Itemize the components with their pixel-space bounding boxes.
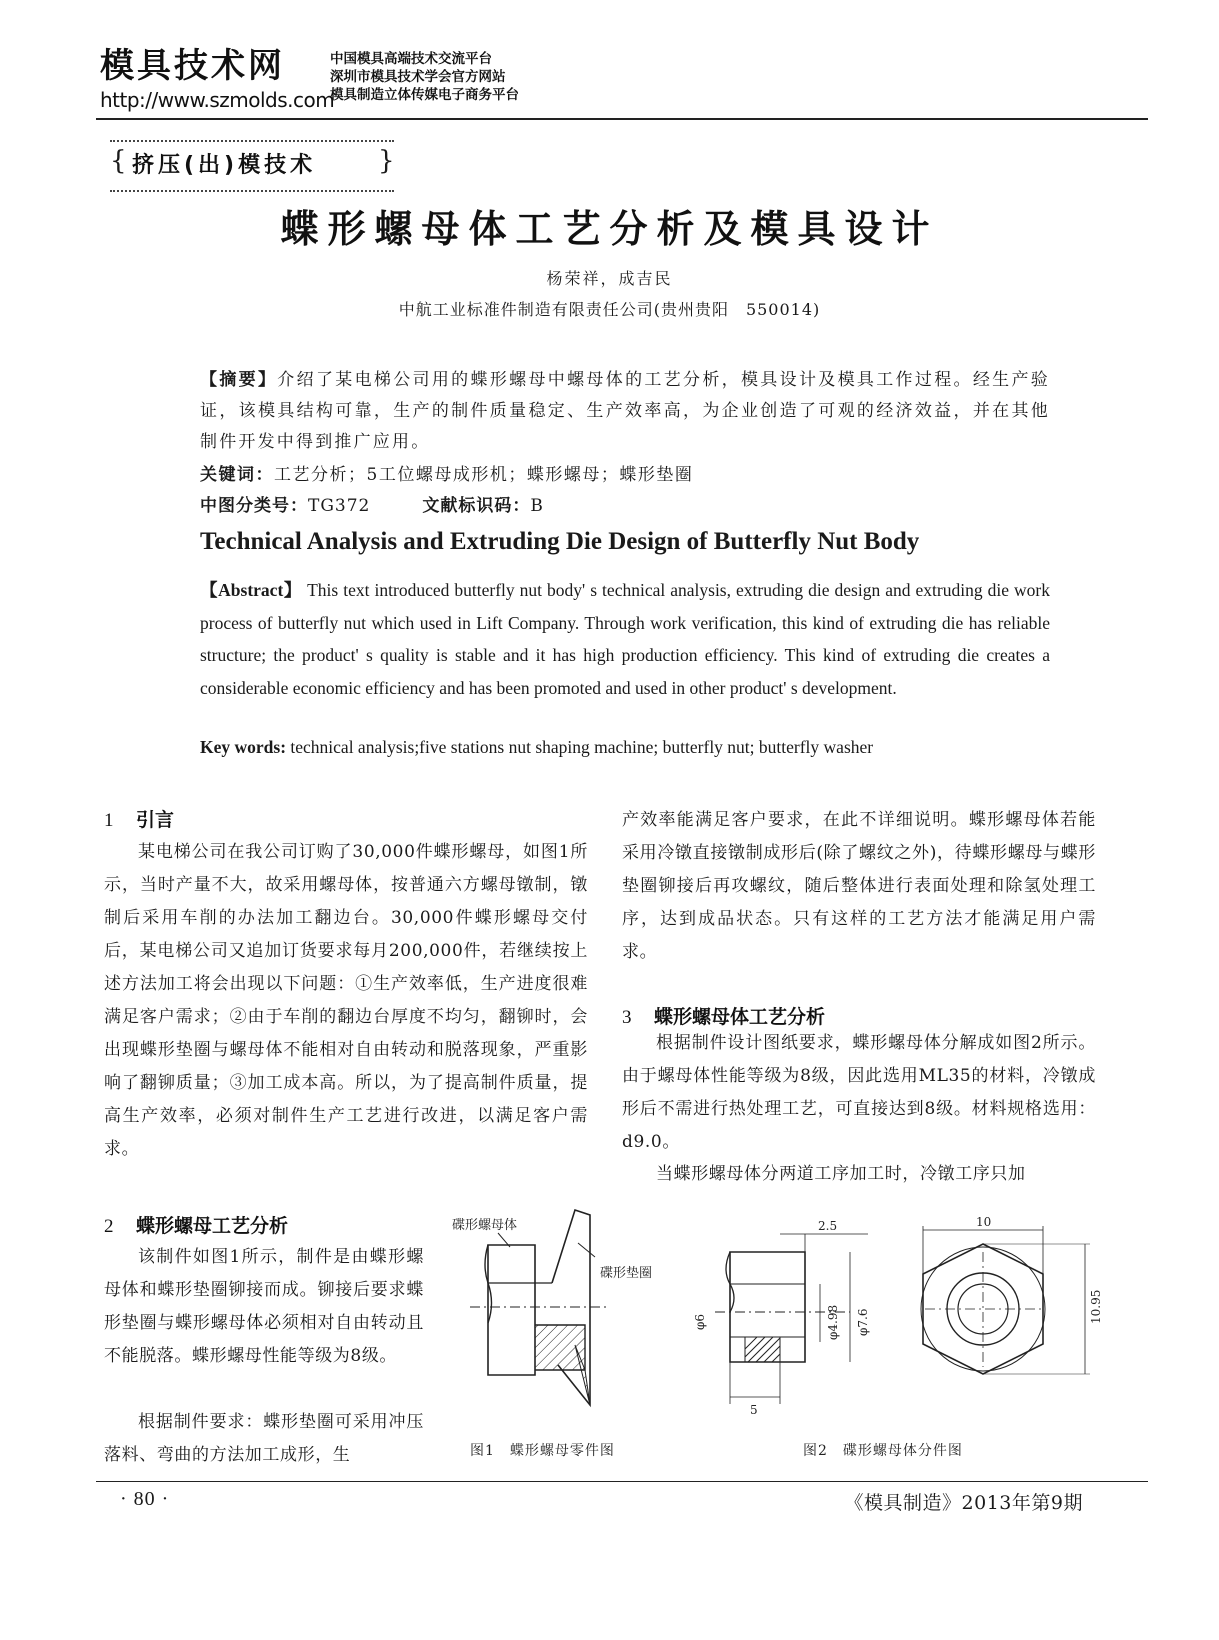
section-2-paragraph-2-continued: 产效率能满足客户要求，在此不详细说明。蝶形螺母体若能采用冷镦直接镦制成形后(除了螺纹之外)，待蝶形螺母与蝶形垫圈铆接后再攻螺纹，随后整体进行表面处理和除氢处理工序，达到成品状态。只有这样的工艺方法才能满足用户需求。 [622, 810, 1096, 962]
masthead-tagline: 模具制造立体传媒电子商务平台 [330, 87, 519, 103]
section-3-heading [622, 1002, 825, 1029]
footer-divider [96, 1481, 1148, 1482]
abstract-zh-label: 【摘要】 [200, 370, 278, 390]
section-2-title: 蝶形螺母工艺分析 [136, 1215, 289, 1237]
abstract-en-label: 【Abstract】 [200, 580, 303, 600]
section-3-title: 蝶形螺母体工艺分析 [654, 1006, 826, 1028]
page-number: · 80 · [120, 1488, 170, 1510]
dim-hex-width: 10 [976, 1215, 992, 1229]
figure-1-drawing [440, 1205, 690, 1440]
section-2-heading [104, 1211, 288, 1238]
keywords-zh-text: 工艺分析；5工位螺母成形机；蝶形螺母；蝶形垫圈 [274, 465, 694, 485]
dim-d2: φ7.6 [856, 1308, 870, 1336]
keywords-en-text: technical analysis;five stations nut shaping machine; butterfly nut; butterfly washer [290, 737, 874, 757]
dim-d1: φ4.98 [826, 1304, 840, 1340]
dim-top: 2.5 [818, 1219, 838, 1233]
dim-d-inner: φ6 [693, 1313, 707, 1330]
section-1-paragraph: 某电梯公司在我公司订购了30,000件蝶形螺母，如图1所示，当时产量不大，故采用螺母体，按普通六方螺母镦制，镦制后采用车削的办法加工翻边台。30,000件蝶形螺母交付后，某电梯公司又追加订货要求每月200,000件，若继续按上述方法加工将会出现以下问题：①生产效率低，生产进度很难满足客户需求；②由于车削的翻边台厚度不均匀，翻铆时，会出现蝶形垫圈与螺母体不能相对自由转动和脱落现象，严重影响了翻铆质量；③加工成本高。所以，为了提高制件质量，提高生产效率，必须对制件生产工艺进行改进，以满足客户需求。 [104, 842, 588, 1159]
masthead-tagline: 中国模具高端技术交流平台 [330, 51, 492, 67]
classification [200, 491, 544, 516]
abstract-en-text: This text introduced butterfly nut body' s technical analysis, extruding die design and extruding die work process of butterfly nut which used in Lift Company. Through work verification, this kind of extruding die has reliable structure; the product' s quality is stable and it has high production efficiency. This kind of extruding die creates a considerable economic efficiency and has been promoted and used in other product' s development. [200, 580, 1050, 698]
keywords-zh [200, 460, 693, 485]
abstract-en [200, 574, 1050, 704]
abstract-zh-text: 介绍了某电梯公司用的蝶形螺母中螺母体的工艺分析，模具设计及模具工作过程。经生产验证，该模具结构可靠，生产的制件质量稳定、生产效率高，为企业创造了可观的经济效益，并在其他制件开发中得到推广应用。 [200, 370, 1050, 452]
journal-issue: 《模具制造》2013年第9期 [844, 1492, 1083, 1514]
nut-side-view [730, 1252, 805, 1362]
nut-body-outline [488, 1245, 535, 1375]
article-title: 蝶形螺母体工艺分析及模具设计 [280, 207, 939, 251]
figure-1-label-washer: 碟形垫圈 [600, 1266, 653, 1281]
doc-code-label: 文献标识码： [422, 496, 531, 516]
doc-code-value: B [530, 496, 544, 516]
masthead-tagline: 深圳市模具技术学会官方网站 [330, 69, 506, 85]
keywords-en [200, 737, 1060, 758]
dim-hex-height: 10.95 [1089, 1289, 1103, 1324]
column-badge: 挤压(出)模技术 [132, 153, 317, 178]
section-2-paragraph-2: 根据制件要求：蝶形垫圈可采用冲压落料、弯曲的方法加工成形，生 [104, 1412, 424, 1465]
figure-1-label-nut: 碟形螺母体 [452, 1218, 518, 1233]
section-2-paragraph-1: 该制件如图1所示，制件是由蝶形螺母体和蝶形垫圈铆接而成。铆接后要求蝶形垫圈与蝶形螺母体必须相对自由转动且不能脱落。蝶形螺母性能等级为8级。 [104, 1247, 424, 1366]
flange-section [535, 1325, 585, 1370]
figure-1-caption: 图1 蝶形螺母零件图 [470, 1443, 615, 1459]
section-2-number: 2 [104, 1216, 114, 1237]
masthead-logo: 模具技术网 [100, 46, 285, 86]
title-en: Technical Analysis and Extruding Die Design of Butterfly Nut Body [200, 528, 920, 555]
dim-bottom: 5 [750, 1403, 758, 1417]
section-3-number: 3 [622, 1007, 632, 1028]
section-3-paragraph-2: 当蝶形螺母体分两道工序加工时，冷镦工序只加 [656, 1164, 1026, 1184]
masthead-divider [96, 118, 1148, 120]
left-brace-icon: { [110, 146, 127, 176]
masthead-taglines [330, 50, 519, 104]
affiliation: 中航工业标准件制造有限责任公司(贵州贵阳 550014) [398, 300, 821, 319]
clc-value: TG372 [308, 496, 371, 516]
keywords-en-label: Key words: [200, 737, 287, 757]
section-1-number: 1 [104, 810, 114, 831]
section-1-title: 引言 [136, 809, 175, 831]
authors: 杨荣祥，成吉民 [546, 269, 673, 288]
figure-2-caption: 图2 碟形螺母体分件图 [803, 1443, 963, 1459]
abstract-zh [200, 365, 1050, 458]
clc-label: 中图分类号： [200, 496, 308, 516]
keywords-zh-label: 关键词： [200, 465, 274, 485]
right-brace-icon: } [378, 146, 395, 176]
section-3-paragraph-1: 根据制件设计图纸要求，蝶形螺母体分解成如图2所示。由于螺母体性能等级为8级，因此选用ML35的材料，冷镦成形后不需进行热处理工艺，可直接达到8级。材料规格选用：d9.0。 [622, 1033, 1096, 1152]
figure-2-drawing [690, 1212, 1110, 1437]
masthead-url[interactable]: http://www.szmolds.com [100, 88, 335, 112]
section-1-heading [104, 805, 174, 832]
